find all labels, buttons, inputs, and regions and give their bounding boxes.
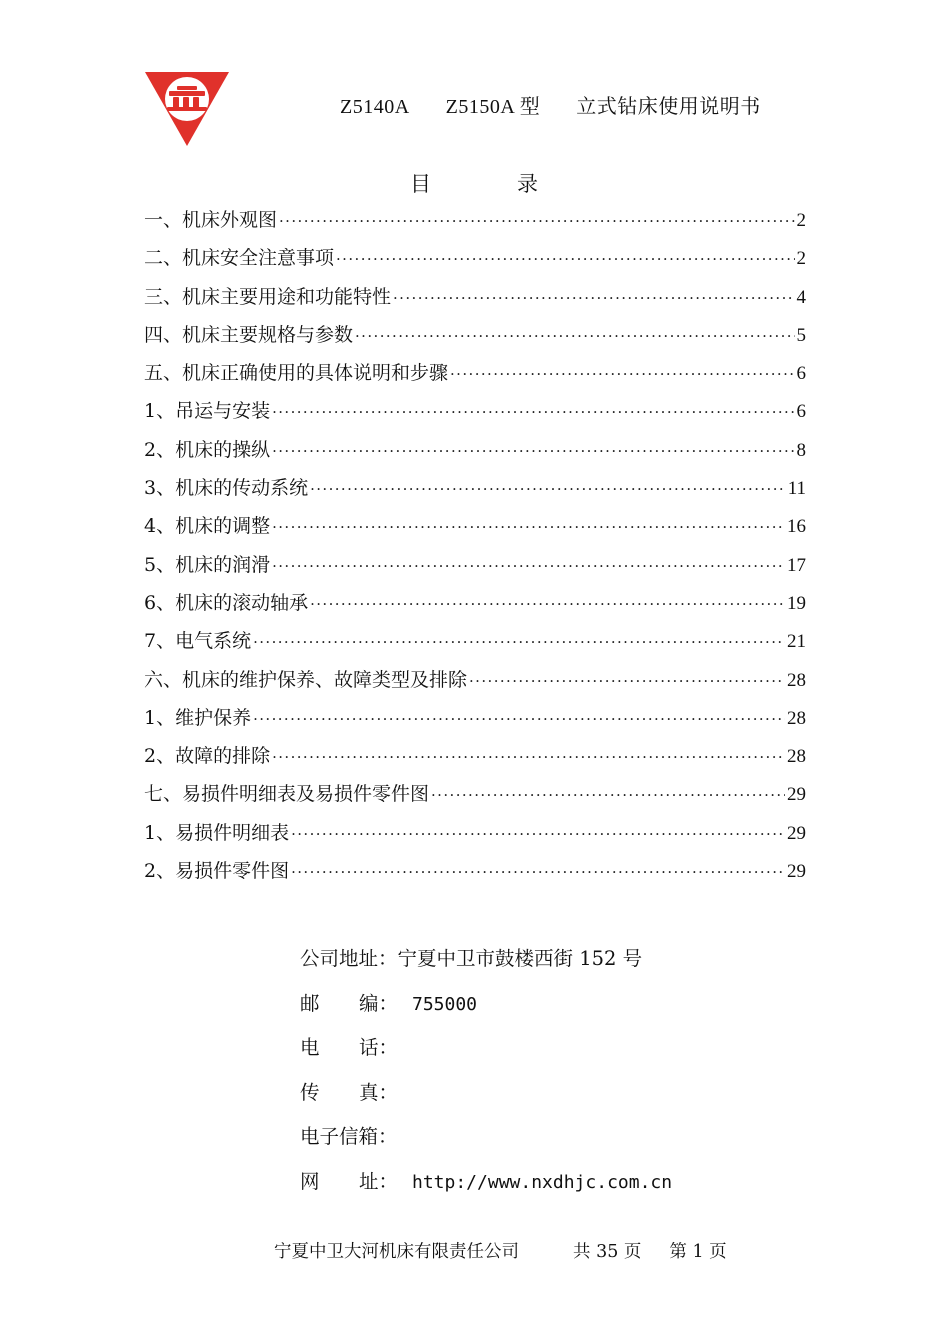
toc-entry[interactable] (144, 739, 806, 777)
toc-leader-dots (272, 510, 785, 544)
toc-heading-b: 录 (517, 172, 538, 196)
toc-entry[interactable] (144, 509, 806, 547)
toc-leader-dots (291, 855, 785, 889)
phone-label-b: 话： (358, 1036, 398, 1060)
toc-leader-dots (272, 740, 785, 774)
toc-entry[interactable] (144, 203, 806, 241)
email-label: 电子信箱： (300, 1125, 398, 1149)
toc-leader-dots (253, 702, 785, 736)
toc-entry-page: 2 (796, 248, 806, 270)
contact-postcode (300, 988, 672, 1033)
model-b: Z5150A 型 (445, 96, 541, 118)
toc-entry-page: 29 (787, 784, 806, 806)
contact-fax (300, 1077, 672, 1122)
toc-entry-page: 29 (787, 861, 806, 883)
toc-entry-label: 三、机床主要用途和功能特性 (144, 285, 392, 308)
toc-entry-label: 6、机床的滚动轴承 (144, 591, 309, 614)
toc-leader-dots (272, 434, 794, 468)
toc-entry-label: 2、故障的排除 (144, 745, 271, 768)
toc-entry-page: 6 (796, 401, 806, 423)
toc-entry-page: 17 (787, 554, 806, 576)
toc-entry-label: 4、机床的调整 (144, 515, 271, 538)
toc-entry-label: 一、机床外观图 (144, 209, 278, 231)
toc-heading (410, 168, 538, 198)
postcode-value: 755000 (412, 993, 478, 1015)
toc-entry[interactable] (144, 663, 806, 701)
toc-leader-dots (279, 204, 794, 238)
toc-entry[interactable] (144, 854, 806, 892)
toc-entry[interactable] (144, 548, 806, 586)
toc-entry[interactable] (144, 816, 806, 854)
toc-entry-label: 5、机床的润滑 (144, 553, 271, 576)
phone-label-a: 电 (300, 1036, 320, 1060)
toc-leader-dots (253, 625, 785, 659)
footer-total-pages: 共 35 页 (573, 1242, 642, 1262)
toc-entry-label: 2、机床的操纵 (144, 438, 271, 461)
website-url[interactable]: http://www.nxdhjc.com.cn (412, 1171, 673, 1193)
toc-entry[interactable] (144, 394, 806, 432)
toc-entry-label: 7、电气系统 (144, 630, 252, 653)
toc-leader-dots (393, 281, 794, 315)
postcode-label-a: 邮 (300, 991, 320, 1015)
web-label-a: 网 (300, 1169, 320, 1193)
toc-entry[interactable] (144, 241, 806, 279)
toc-entry[interactable] (144, 777, 806, 815)
toc-entry-page: 28 (787, 746, 806, 768)
toc-entry-page: 6 (796, 363, 806, 385)
fax-label-a: 传 (300, 1080, 320, 1104)
toc-leader-dots (450, 357, 794, 391)
toc-entry-label: 1、易损件明细表 (144, 821, 290, 844)
toc-entry-page: 28 (787, 707, 806, 729)
toc-entry-page: 19 (787, 592, 806, 614)
toc-entry-page: 8 (796, 439, 806, 461)
document-header (340, 90, 761, 119)
toc-entry-label: 七、易损件明细表及易损件零件图 (144, 783, 430, 806)
web-label-b: 址： (358, 1169, 398, 1193)
toc-entry[interactable] (144, 280, 806, 318)
toc-leader-dots (310, 587, 785, 621)
toc-entry-page: 11 (787, 478, 806, 500)
toc-entry[interactable] (144, 433, 806, 471)
footer-current-page: 第 1 页 (669, 1242, 727, 1262)
toc-leader-dots (355, 319, 794, 353)
address-value: 宁夏中卫市鼓楼西街 152 号 (397, 947, 643, 970)
toc-entry-label: 1、吊运与安装 (144, 400, 271, 423)
postcode-label-b: 编： (358, 991, 398, 1015)
toc-entry-label: 六、机床的维护保养、故障类型及排除 (144, 668, 468, 691)
toc-leader-dots (431, 778, 785, 812)
toc-entry-label: 1、维护保养 (144, 706, 252, 729)
company-logo (143, 66, 231, 148)
page-footer (274, 1238, 727, 1263)
toc-entry-page: 2 (796, 210, 806, 231)
table-of-contents (144, 203, 806, 892)
contact-info (300, 943, 672, 1211)
toc-entry-label: 3、机床的传动系统 (144, 477, 309, 500)
toc-leader-dots (469, 664, 785, 698)
toc-leader-dots (272, 549, 785, 583)
toc-entry[interactable] (144, 624, 806, 662)
toc-leader-dots (310, 472, 786, 506)
toc-entry-page: 5 (796, 324, 806, 346)
contact-email (300, 1121, 672, 1166)
toc-entry-label: 二、机床安全注意事项 (144, 247, 335, 270)
toc-leader-dots (336, 242, 794, 276)
toc-entry[interactable] (144, 318, 806, 356)
toc-entry[interactable] (144, 356, 806, 394)
fax-label-b: 真： (358, 1080, 398, 1104)
toc-entry-page: 21 (787, 631, 806, 653)
toc-entry-label: 四、机床主要规格与参数 (144, 323, 354, 346)
contact-website (300, 1166, 672, 1211)
contact-address (300, 943, 672, 988)
toc-entry-label: 五、机床正确使用的具体说明和步骤 (144, 362, 449, 385)
toc-entry-label: 2、易损件零件图 (144, 860, 290, 883)
toc-entry-page: 4 (796, 286, 806, 308)
toc-entry-page: 28 (787, 669, 806, 691)
model-a: Z5140A (340, 96, 410, 118)
contact-phone (300, 1032, 672, 1077)
toc-heading-a: 目 (410, 172, 431, 196)
toc-leader-dots (272, 395, 794, 429)
address-label: 公司地址： (300, 947, 398, 970)
toc-entry-page: 16 (787, 516, 806, 538)
toc-entry[interactable] (144, 701, 806, 739)
toc-entry[interactable] (144, 471, 806, 509)
toc-entry[interactable] (144, 586, 806, 624)
document-title: 立式钻床使用说明书 (576, 94, 761, 118)
toc-leader-dots (291, 817, 785, 851)
toc-entry-page: 29 (787, 822, 806, 844)
footer-company: 宁夏中卫大河机床有限责任公司 (274, 1242, 519, 1262)
